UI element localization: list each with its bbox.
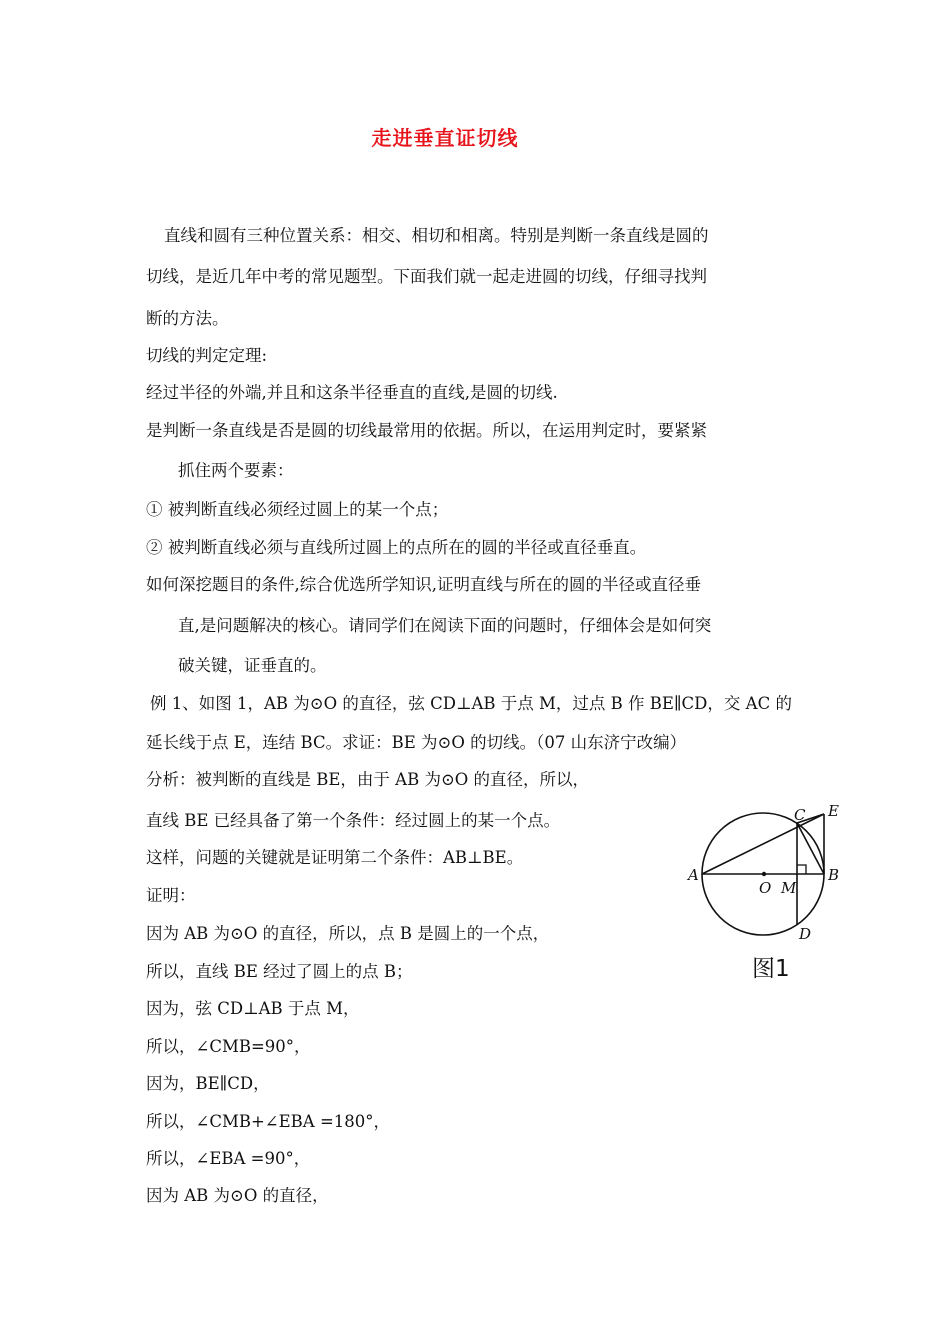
proof-line: 所以，直线 BE 经过了圆上的点 B； xyxy=(146,962,413,981)
theorem-heading: 切线的判定定理: xyxy=(146,346,268,365)
label-o: O xyxy=(759,879,772,897)
line-bc xyxy=(797,823,824,874)
example-line: 例 1、如图 1，AB 为⊙O 的直径，弦 CD⊥AB 于点 M，过点 B 作 BE∥CD，交 AC 的 xyxy=(150,694,792,713)
page-title: 走进垂直证切线 xyxy=(371,126,519,150)
label-c: C xyxy=(794,806,806,824)
proof-line: 所以，∠EBA =90°， xyxy=(146,1149,311,1168)
proof-heading: 证明： xyxy=(146,886,196,905)
element-item: ① 被判断直线必须经过圆上的某一个点； xyxy=(146,500,449,519)
intro-line: 切线，是近几年中考的常见题型。下面我们就一起走进圆的切线，仔细寻找判 xyxy=(146,267,707,286)
label-d: D xyxy=(799,925,812,943)
core-line: 如何深挖题目的条件,综合优选所学知识,证明直线与所在的圆的半径或直径垂 xyxy=(146,575,701,594)
proof-line: 所以，∠CMB=90°， xyxy=(146,1037,311,1056)
label-b: B xyxy=(828,866,840,884)
intro-line: 断的方法。 xyxy=(146,309,229,328)
intro-line: 直线和圆有三种位置关系：相交、相切和相离。特别是判断一条直线是圆的 xyxy=(164,226,709,245)
core-line: 直,是问题解决的核心。请同学们在阅读下面的问题时，仔细体会是如何突 xyxy=(178,616,712,635)
right-angle-mark xyxy=(797,865,806,874)
theorem-text: 经过半径的外端,并且和这条半径垂直的直线,是圆的切线. xyxy=(146,383,558,402)
label-e: E xyxy=(828,802,839,820)
basis-line: 抓住两个要素： xyxy=(178,461,294,480)
analysis-line: 分析：被判断的直线是 BE，由于 AB 为⊙O 的直径，所以， xyxy=(146,770,590,789)
proof-line: 因为，BE∥CD， xyxy=(146,1074,270,1093)
example-line: 延长线于点 E，连结 BC。求证：BE 为⊙O 的切线。（07 山东济宁改编） xyxy=(146,733,687,752)
label-a: A xyxy=(688,866,699,884)
analysis-line: 这样，问题的关键就是证明第二个条件：AB⊥BE。 xyxy=(146,848,524,867)
geometry-figure xyxy=(682,796,854,986)
circle-diagram xyxy=(682,796,854,986)
proof-line: 因为 AB 为⊙O 的直径， xyxy=(146,1186,329,1205)
center-point xyxy=(762,872,766,876)
proof-line: 因为，弦 CD⊥AB 于点 M， xyxy=(146,999,360,1018)
proof-line: 因为 AB 为⊙O 的直径，所以，点 B 是圆上的一个点， xyxy=(146,924,550,943)
analysis-line: 直线 BE 已经具备了第一个条件：经过圆上的某一个点。 xyxy=(146,811,561,830)
proof-line: 所以，∠CMB+∠EBA =180°， xyxy=(146,1112,391,1131)
figure-caption: 图1 xyxy=(752,956,790,982)
element-item: ② 被判断直线必须与直线所过圆上的点所在的圆的半径或直径垂直。 xyxy=(146,538,647,557)
label-m: M xyxy=(781,879,797,897)
core-line: 破关键，证垂直的。 xyxy=(178,656,327,675)
basis-line: 是判断一条直线是否是圆的切线最常用的依据。所以，在运用判定时，要紧紧 xyxy=(146,421,707,440)
